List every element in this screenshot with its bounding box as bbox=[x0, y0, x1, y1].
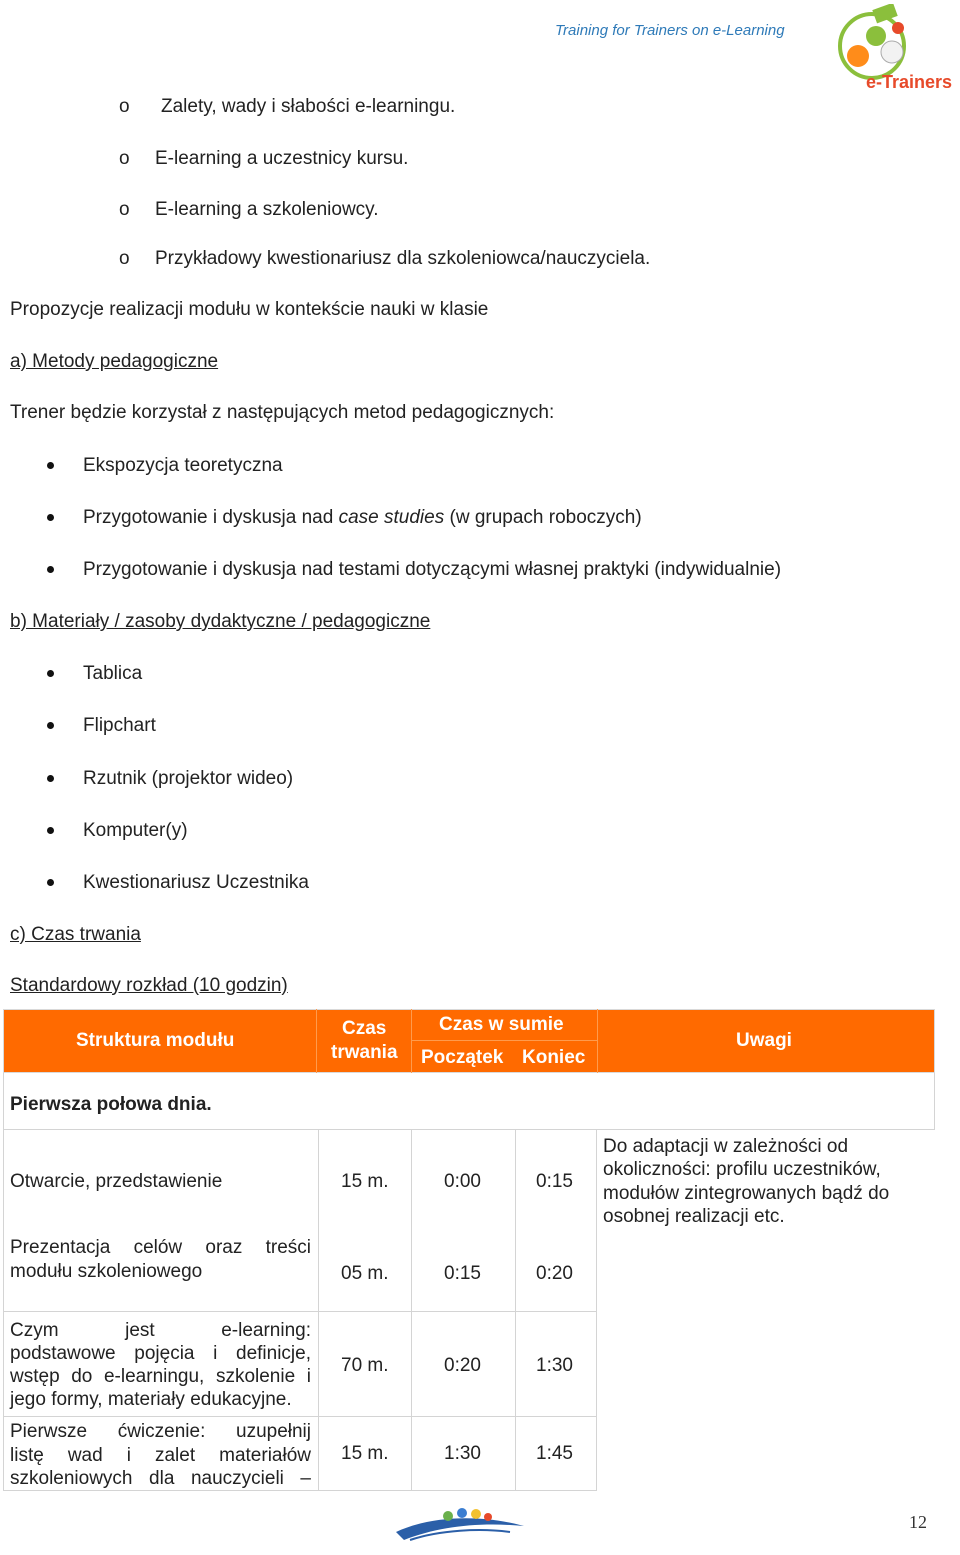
bullet-icon bbox=[47, 722, 54, 729]
bullet-icon bbox=[47, 879, 54, 886]
table-divider bbox=[316, 1009, 317, 1073]
notes-text: okoliczności: profilu uczestników, bbox=[603, 1159, 881, 1180]
col-header-duration: trwania bbox=[331, 1042, 398, 1063]
table-border bbox=[515, 1129, 516, 1491]
table-row-end: 0:15 bbox=[536, 1171, 573, 1192]
table-border bbox=[3, 1073, 4, 1491]
col-header-end: Koniec bbox=[522, 1047, 586, 1068]
heading-duration: c) Czas trwania bbox=[10, 924, 141, 945]
list-marker: o bbox=[119, 248, 130, 269]
table-row-start: 0:15 bbox=[444, 1263, 481, 1284]
table-row-duration: 05 m. bbox=[341, 1263, 389, 1284]
table-row-activity: Otwarcie, przedstawienie bbox=[10, 1171, 223, 1192]
table-row-activity: modułu szkoleniowego bbox=[10, 1261, 203, 1282]
table-row-activity: Czym jest e-learning: bbox=[10, 1320, 311, 1341]
bullet-icon bbox=[47, 775, 54, 782]
list-item: E-learning a uczestnicy kursu. bbox=[155, 148, 409, 169]
table-border bbox=[3, 1490, 597, 1491]
page-number: 12 bbox=[909, 1512, 927, 1532]
table-row-activity: podstawowe pojęcia i definicje, bbox=[10, 1343, 311, 1364]
table-row-duration: 15 m. bbox=[341, 1171, 389, 1192]
section-title: Propozycje realizacji modułu w kontekście nauki w klasie bbox=[10, 299, 489, 320]
table-row-activity: listę wad i zalet materiałów bbox=[10, 1445, 311, 1466]
notes-text: osobnej realizacji etc. bbox=[603, 1206, 785, 1227]
list-item: Rzutnik (projektor wideo) bbox=[83, 768, 294, 789]
list-marker: o bbox=[119, 148, 130, 169]
table-border bbox=[318, 1129, 319, 1491]
table-divider bbox=[411, 1040, 597, 1041]
table-border bbox=[596, 1129, 597, 1491]
list-item: Komputer(y) bbox=[83, 820, 188, 841]
table-row-activity: szkoleniowych dla nauczycieli – bbox=[10, 1468, 311, 1489]
bullet-icon bbox=[47, 514, 54, 521]
list-item: Flipchart bbox=[83, 715, 156, 736]
bullet-icon bbox=[47, 566, 54, 573]
table-border bbox=[3, 1311, 597, 1312]
list-marker: o bbox=[119, 199, 130, 220]
list-item: Ekspozycja teoretyczna bbox=[83, 455, 283, 476]
table-row-start: 0:00 bbox=[444, 1171, 481, 1192]
table-row-duration: 15 m. bbox=[341, 1443, 389, 1464]
col-header-duration: Czas bbox=[342, 1018, 387, 1039]
table-row-end: 0:20 bbox=[536, 1263, 573, 1284]
footer-logo bbox=[390, 1502, 530, 1550]
list-marker: o bbox=[119, 96, 130, 117]
table-border bbox=[3, 1129, 935, 1130]
list-item: Przygotowanie i dyskusja nad case studies (w grupach roboczych) bbox=[83, 507, 642, 528]
table-row-start: 1:30 bbox=[444, 1443, 481, 1464]
table-row-end: 1:30 bbox=[536, 1355, 573, 1376]
table-border bbox=[411, 1129, 412, 1491]
schedule-subheading: Standardowy rozkład (10 godzin) bbox=[10, 975, 288, 996]
table-row-activity: jego formy, materiały edukacyjne. bbox=[10, 1389, 292, 1410]
col-header-notes: Uwagi bbox=[736, 1030, 792, 1051]
first-half-label: Pierwsza połowa dnia. bbox=[10, 1094, 212, 1115]
table-divider bbox=[411, 1009, 412, 1073]
heading-methods: a) Metody pedagogiczne bbox=[10, 351, 219, 372]
table-border bbox=[934, 1073, 935, 1129]
col-header-start: Początek bbox=[421, 1047, 504, 1068]
list-item: Zalety, wady i słabości e-learningu. bbox=[161, 96, 456, 117]
notes-text: Do adaptacji w zależności od bbox=[603, 1136, 849, 1157]
heading-materials: b) Materiały / zasoby dydaktyczne / pedagogiczne bbox=[10, 611, 431, 632]
bullet-icon bbox=[47, 827, 54, 834]
list-item: Kwestionariusz Uczestnika bbox=[83, 872, 309, 893]
bullet-icon bbox=[47, 670, 54, 677]
methods-intro: Trener będzie korzystał z następujących metod pedagogicznych: bbox=[10, 402, 555, 423]
col-header-structure: Struktura modułu bbox=[76, 1030, 235, 1051]
table-row-activity: Prezentacja celów oraz treści bbox=[10, 1237, 311, 1258]
list-item: E-learning a szkoleniowcy. bbox=[155, 199, 379, 220]
table-row-activity: Pierwsze ćwiczenie: uzupełnij bbox=[10, 1421, 311, 1442]
col-header-total: Czas w sumie bbox=[439, 1014, 564, 1035]
table-row-start: 0:20 bbox=[444, 1355, 481, 1376]
table-row-activity: wstęp do e-learningu, szkolenie i bbox=[10, 1366, 311, 1387]
table-row-end: 1:45 bbox=[536, 1443, 573, 1464]
bullet-icon bbox=[47, 462, 54, 469]
list-item: Tablica bbox=[83, 663, 143, 684]
table-border bbox=[3, 1416, 597, 1417]
running-header: Training for Trainers on e-Learning bbox=[555, 22, 785, 39]
table-divider bbox=[597, 1009, 598, 1073]
list-item: Przygotowanie i dyskusja nad testami dotyczącymi własnej praktyki (indywidualnie) bbox=[83, 559, 782, 580]
notes-text: modułów zintegrowanych bądź do bbox=[603, 1183, 890, 1204]
table-row-duration: 70 m. bbox=[341, 1355, 389, 1376]
list-item: Przykładowy kwestionariusz dla szkoleniowca/nauczyciela. bbox=[155, 248, 651, 269]
logo-text: e-Trainers bbox=[866, 72, 953, 92]
